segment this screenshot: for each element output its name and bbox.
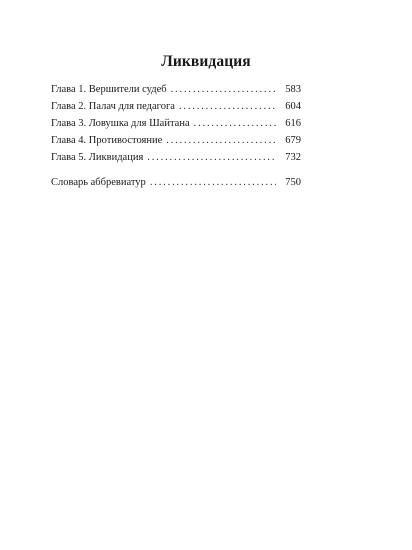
toc-entry-chapter-3 bbox=[51, 115, 301, 132]
toc-entry-chapter-4 bbox=[51, 132, 301, 149]
toc-entry-label: Глава 3. Ловушка для Шайтана bbox=[51, 118, 190, 129]
toc-entry-label: Словарь аббревиатур bbox=[51, 177, 146, 188]
dot-leader bbox=[166, 132, 276, 149]
toc-entry-page: 732 bbox=[285, 152, 301, 163]
dot-leader bbox=[194, 115, 276, 132]
dot-leader bbox=[171, 81, 276, 98]
toc-entry-label: Глава 1. Вершители судеб bbox=[51, 84, 167, 95]
toc-entry-page: 679 bbox=[285, 135, 301, 146]
section-title: Ликвидация bbox=[161, 53, 251, 70]
table-of-contents bbox=[51, 81, 301, 191]
toc-entry-page: 616 bbox=[285, 118, 301, 129]
toc-entry-page: 583 bbox=[285, 84, 301, 95]
toc-entry-page: 604 bbox=[285, 101, 301, 112]
dot-leader bbox=[147, 149, 276, 166]
toc-entry-label: Глава 5. Ликвидация bbox=[51, 152, 144, 163]
toc-entry-label: Глава 2. Палач для педагога bbox=[51, 101, 175, 112]
dot-leader bbox=[150, 174, 276, 191]
toc-entry-chapter-2 bbox=[51, 98, 301, 115]
toc-entry-page: 750 bbox=[285, 177, 301, 188]
toc-entry-chapter-1 bbox=[51, 81, 301, 98]
toc-entry-appendix bbox=[51, 174, 301, 191]
toc-entry-chapter-5 bbox=[51, 149, 301, 166]
dot-leader bbox=[179, 98, 276, 115]
toc-entry-label: Глава 4. Противостояние bbox=[51, 135, 163, 146]
toc-spacer bbox=[51, 166, 301, 174]
